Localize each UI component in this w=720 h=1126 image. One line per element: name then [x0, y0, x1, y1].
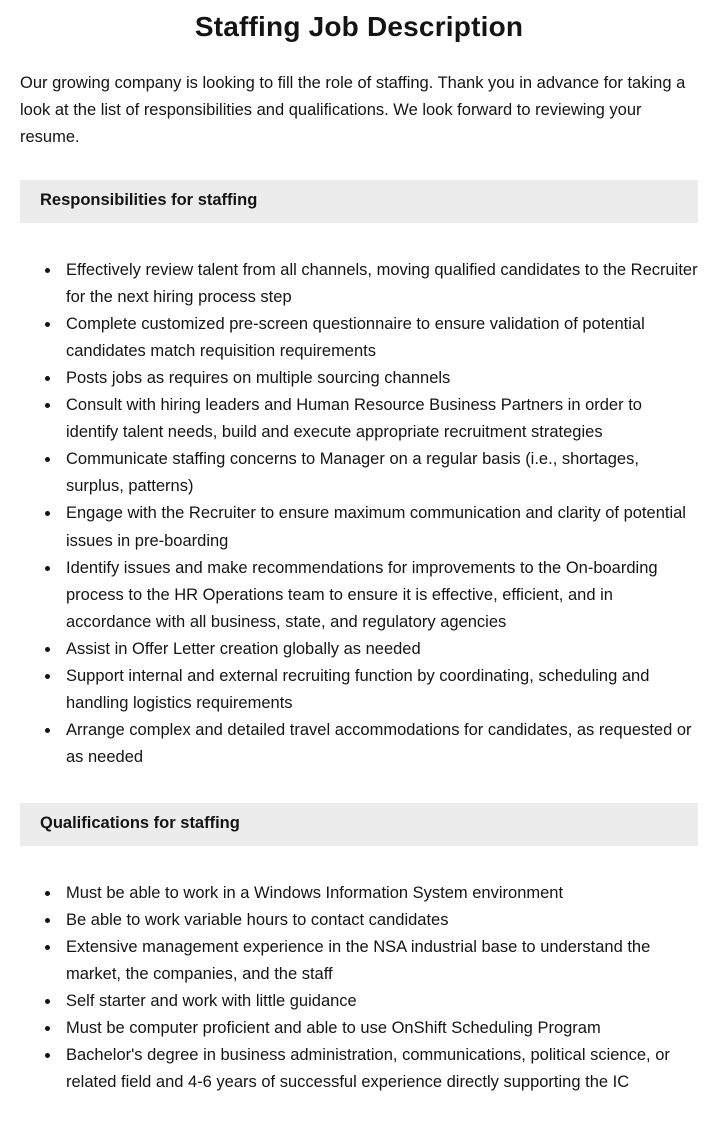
responsibility-item: • Engage with the Recruiter to ensure maximum communication and clarity of potential issues in pre-boarding — [61, 500, 698, 554]
responsibility-item: • Arrange complex and detailed travel accommodations for candidates, as requested or as needed — [61, 717, 698, 771]
intro-paragraph: Our growing company is looking to fill the role of staffing. Thank you in advance for taking a look at the list of responsibilities and qualifications. We look forward to reviewing your resume. — [20, 73, 686, 147]
responsibility-item: • Assist in Offer Letter creation globally as needed — [61, 636, 698, 663]
section-header-qualifications: Qualifications for staffing — [20, 803, 698, 846]
qualification-item: • Must be able to work in a Windows Information System environment — [61, 880, 698, 907]
qualification-item: • Extensive management experience in the NSA industrial base to understand the market, the companies, and the staff — [61, 934, 698, 988]
qualification-item: • Bachelor's degree in business administration, communications, political science, or related field and 4-6 years of successful experience directly supporting the IC — [61, 1042, 698, 1096]
responsibility-item: • Support internal and external recruiting function by coordinating, scheduling and handling logistics requirements — [61, 663, 698, 717]
responsibility-item: • Complete customized pre-screen questionnaire to ensure validation of potential candidates match requisition requirements — [61, 311, 698, 365]
section-header-responsibilities: Responsibilities for staffing — [20, 180, 698, 223]
qualifications-list — [20, 866, 698, 1096]
qualification-item: • Self starter and work with little guidance — [61, 988, 698, 1015]
responsibility-item: • Communicate staffing concerns to Manager on a regular basis (i.e., shortages, surplus, patterns) — [61, 446, 698, 500]
responsibility-item: • Effectively review talent from all channels, moving qualified candidates to the Recruiter for the next hiring process step — [61, 257, 698, 311]
responsibility-item: • Consult with hiring leaders and Human Resource Business Partners in order to identify talent needs, build and execute appropriate recruitment strategies — [61, 392, 698, 446]
responsibilities-list — [20, 243, 698, 771]
qualification-item: • Be able to work variable hours to contact candidates — [61, 907, 698, 934]
page-title: Staffing Job Description — [194, 11, 524, 42]
qualification-item: • Must be computer proficient and able to use OnShift Scheduling Program — [61, 1015, 698, 1042]
responsibility-item: • Posts jobs as requires on multiple sourcing channels — [61, 365, 698, 392]
responsibility-item: • Identify issues and make recommendations for improvements to the On-boarding process to the HR Operations team to ensure it is effective, efficient, and in accordance with all business, state, and regulatory agencies — [61, 555, 698, 636]
